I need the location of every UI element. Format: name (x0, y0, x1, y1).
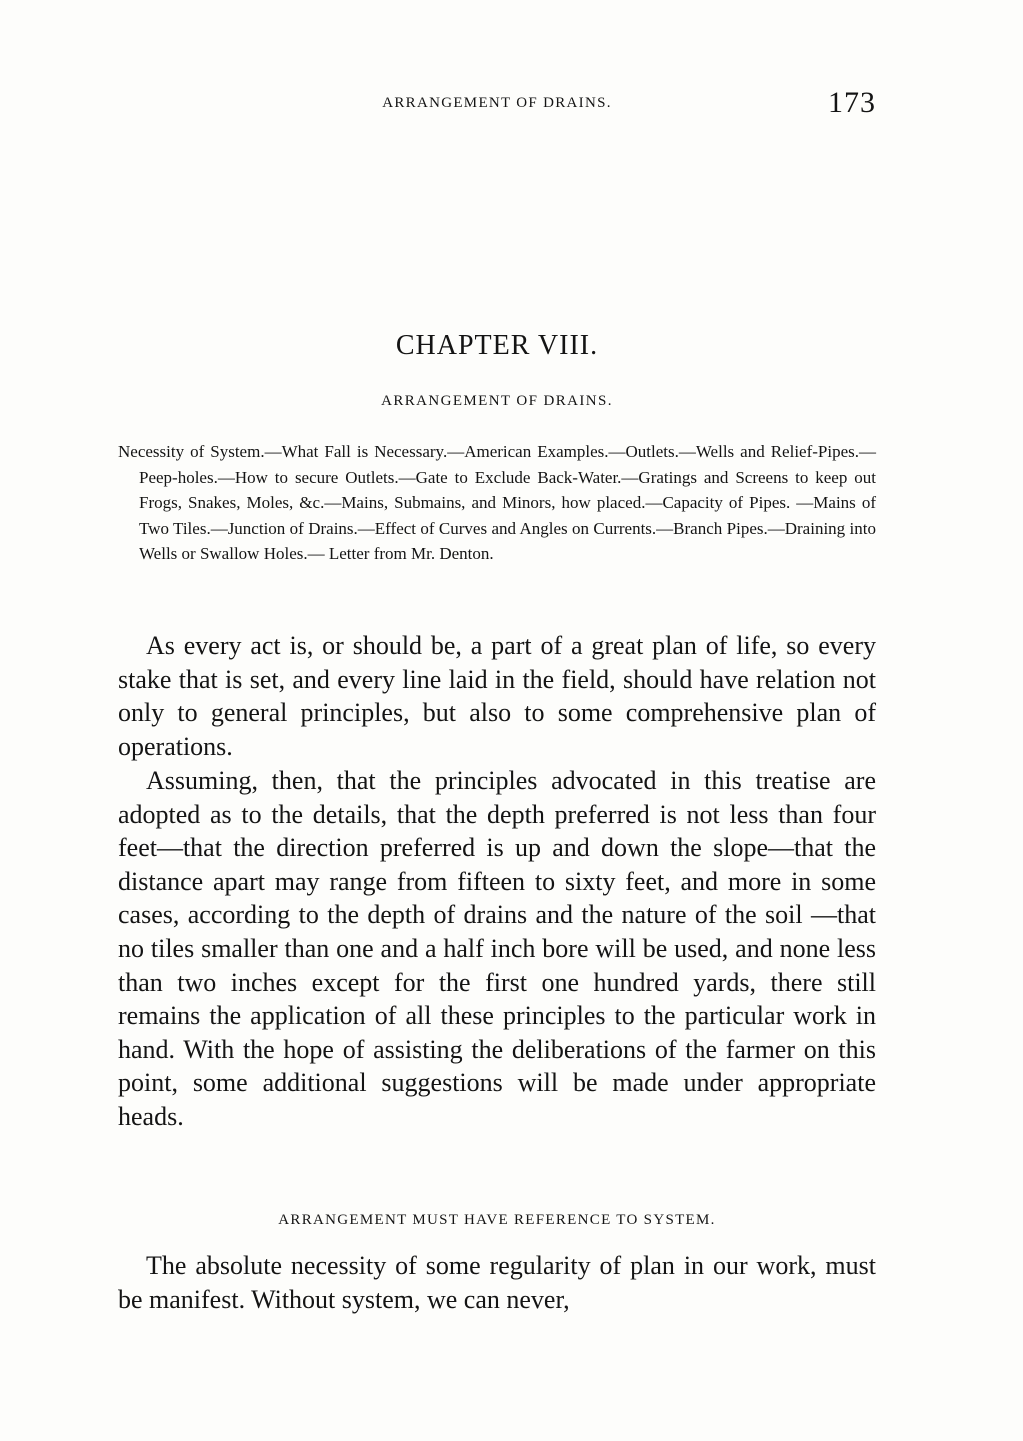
body-paragraph: As every act is, or should be, a part of a great plan of life, so every stake that is set, and every line laid in the field, should have relation not only to general principles, but also to some comprehensive plan of operations. (118, 631, 876, 761)
chapter-synopsis: Necessity of System.—What Fall is Necessary.—American Examples.—Outlets.—Wells and Relief-Pipes.—Peep-holes.—How to secure Outlets.—Gate to Exclude Back-Water.—Gratings and Screens to keep out Frogs, Snakes, Moles, &c.—Mains, Submains, and Minors, how placed.—Capacity of Pipes. —Mains of Two Tiles.—Junction of Drains.—Effect of Curves and Angles on Currents.—Branch Pipes.—Draining into Wells or Swallow Holes.— Letter from Mr. Denton. (118, 442, 876, 563)
running-head (118, 86, 876, 126)
running-title: ARRANGEMENT OF DRAINS. (382, 95, 612, 111)
body-paragraph: The absolute necessity of some regularity of plan in our work, must be manifest. Without system, we can never, (118, 1251, 876, 1314)
page-number: 173 (828, 86, 876, 119)
chapter-subtitle: ARRANGEMENT OF DRAINS. (381, 393, 613, 409)
chapter-title: CHAPTER VIII. (395, 330, 599, 361)
body-paragraph: Assuming, then, that the principles advocated in this treatise are adopted as to the details, that the depth preferred is not less than four feet—that the direction preferred is up and down the slope—that the distance apart may range from fifteen to sixty feet, and more in some cases, according to the depth of drains and the nature of the soil —that no tiles smaller than one and a half inch bore will be used, and none less than two inches except for the first one hundred yards, there still remains the application of all these principles to the particular work in hand. With the hope of assisting the deliberations of the farmer on this point, some additional suggestions will be made under appropriate heads. (118, 766, 876, 1131)
section-heading: ARRANGEMENT MUST HAVE REFERENCE TO SYSTEM. (278, 1212, 716, 1228)
